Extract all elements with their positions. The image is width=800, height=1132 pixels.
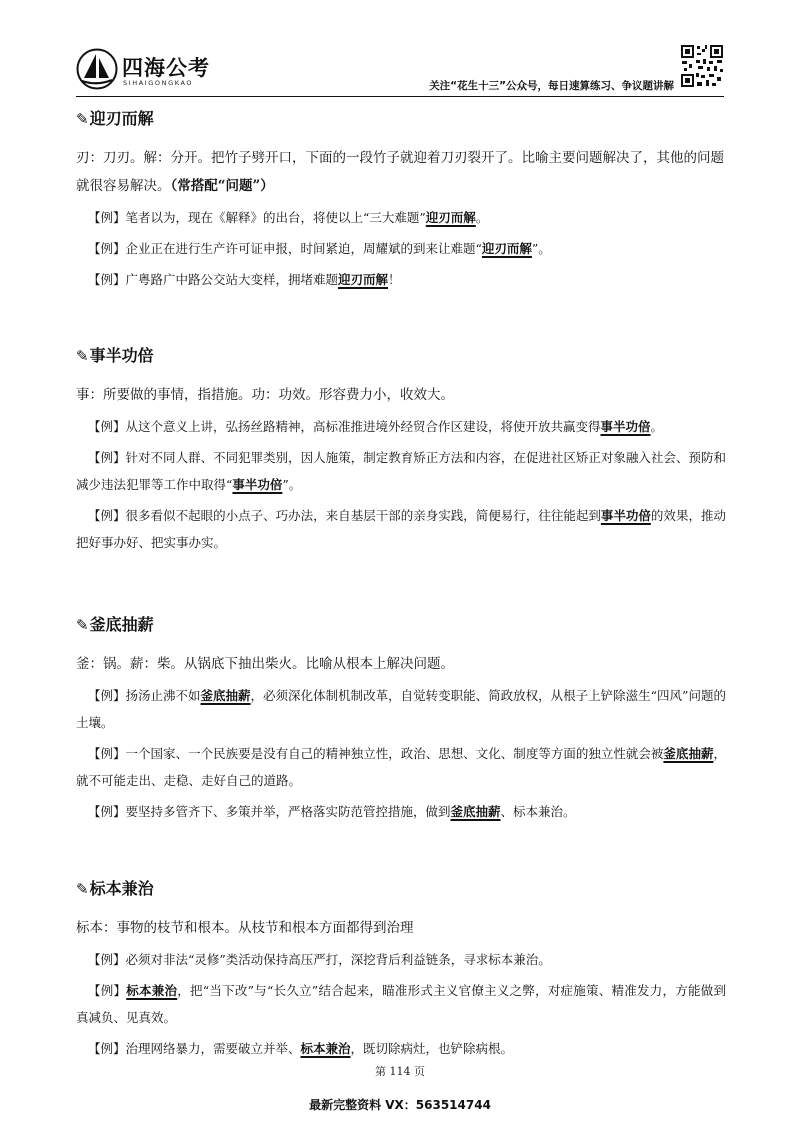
highlighted-idiom: 釜底抽薪 — [663, 746, 714, 761]
idiom-title: ✎迎刃而解 — [76, 106, 726, 132]
example-sentence: 【例】很多看似不起眼的小点子、巧办法，来自基层干部的亲身实践，简便易行，往往能起到事半功倍的效果，推动把好事办好、把实事办实。 — [76, 508, 726, 550]
idiom-definition: 刃：刀刃。解：分开。把竹子劈开口，下面的一段竹子就迎着刀刃裂开了。比喻主要问题解决了，其他的问题就很容易解决。（常搭配“问题”） — [76, 150, 724, 194]
idiom-title: ✎事半功倍 — [76, 343, 726, 369]
highlighted-idiom: 标本兼治 — [300, 1041, 351, 1056]
example-sentence: 【例】笔者以为，现在《解释》的出台，将使以上“三大难题”迎刃而解。 — [88, 210, 489, 225]
example-sentence: 【例】针对不同人群、不同犯罪类别，因人施策，制定教育矫正方法和内容，在促进社区矫正对象融入社会、预防和减少违法犯罪等工作中取得“事半功倍”。 — [76, 450, 726, 492]
highlighted-idiom: 釜底抽薪 — [200, 688, 251, 703]
qr-code-icon — [680, 44, 724, 88]
example-sentence: 【例】企业正在进行生产许可证申报，时间紧迫，周耀斌的到来让难题“迎刃而解”。 — [88, 241, 551, 256]
idiom-title: ✎标本兼治 — [76, 876, 726, 902]
highlighted-idiom: 迎刃而解 — [481, 241, 532, 256]
example-sentence: 【例】必须对非法“灵修”类活动保持高压严打，深挖背后利益链条，寻求标本兼治。 — [88, 952, 551, 967]
example-sentence: 【例】广粤路广中路公交站大变样，拥堵难题迎刃而解！ — [88, 272, 401, 287]
example-sentence: 【例】一个国家、一个民族要是没有自己的精神独立性，政治、思想、文化、制度等方面的独立性就会被釜底抽薪，就不可能走出、走稳、走好自己的道路。 — [76, 746, 726, 788]
brand-name: 四海公考 — [122, 56, 210, 80]
highlighted-idiom: 事半功倍 — [600, 508, 651, 523]
idiom-title: ✎釜底抽薪 — [76, 612, 726, 638]
idiom-section-3 — [76, 612, 726, 825]
idiom-definition: 釜：锅。薪：柴。从锅底下抽出柴火。比喻从根本上解决问题。 — [76, 656, 454, 672]
header-tagline: 关注“花生十三”公众号，每日速算练习、争议题讲解 — [429, 80, 674, 92]
sailboat-logo-icon — [76, 48, 118, 90]
pencil-icon: ✎ — [76, 347, 89, 365]
idiom-section-2 — [76, 343, 726, 556]
page-number: 第 114 页 — [375, 1065, 425, 1078]
example-sentence: 【例】治理网络暴力，需要破立并举、标本兼治，既切除病灶，也铲除病根。 — [88, 1041, 514, 1056]
pencil-icon: ✎ — [76, 880, 89, 898]
pencil-icon: ✎ — [76, 616, 89, 634]
highlighted-idiom: 釜底抽薪 — [450, 804, 501, 819]
pencil-icon: ✎ — [76, 110, 89, 128]
header-divider — [76, 96, 724, 97]
footer-promo: 最新完整资料 VX：563514744 — [309, 1098, 491, 1112]
example-sentence: 【例】要坚持多管齐下、多策并举，严格落实防范管控措施，做到釜底抽薪、标本兼治。 — [88, 804, 576, 819]
highlighted-idiom: 迎刃而解 — [425, 210, 476, 225]
example-sentence: 【例】扬汤止沸不如釜底抽薪，必须深化体制机制改革，自觉转变职能、简政放权，从根子上铲除滋生“四风”问题的土壤。 — [76, 688, 726, 730]
brand-logo — [76, 48, 246, 92]
page-header — [76, 44, 724, 98]
idiom-definition: 标本：事物的枝节和根本。从枝节和根本方面都得到治理 — [76, 920, 414, 936]
idiom-section-1 — [76, 106, 726, 293]
example-sentence: 【例】从这个意义上讲，弘扬丝路精神，高标准推进境外经贸合作区建设，将使开放共赢变得事半功倍。 — [88, 419, 664, 434]
idiom-definition: 事：所要做的事情，指措施。功：功效。形容费力小，收效大。 — [76, 387, 454, 403]
highlighted-idiom: 事半功倍 — [600, 419, 651, 434]
highlighted-idiom: 事半功倍 — [232, 477, 283, 492]
usage-note: （常搭配“问题”） — [170, 178, 274, 194]
example-sentence: 【例】标本兼治，把“当下改”与“长久立”结合起来，瞄准形式主义官僚主义之弊，对症施策、精准发力，方能做到真减负、见真效。 — [76, 983, 726, 1025]
idiom-section-4 — [76, 876, 726, 1062]
highlighted-idiom: 迎刃而解 — [338, 272, 389, 287]
brand-pinyin: SIHAIGONGKAO — [123, 79, 194, 87]
highlighted-idiom: 标本兼治 — [126, 983, 178, 998]
